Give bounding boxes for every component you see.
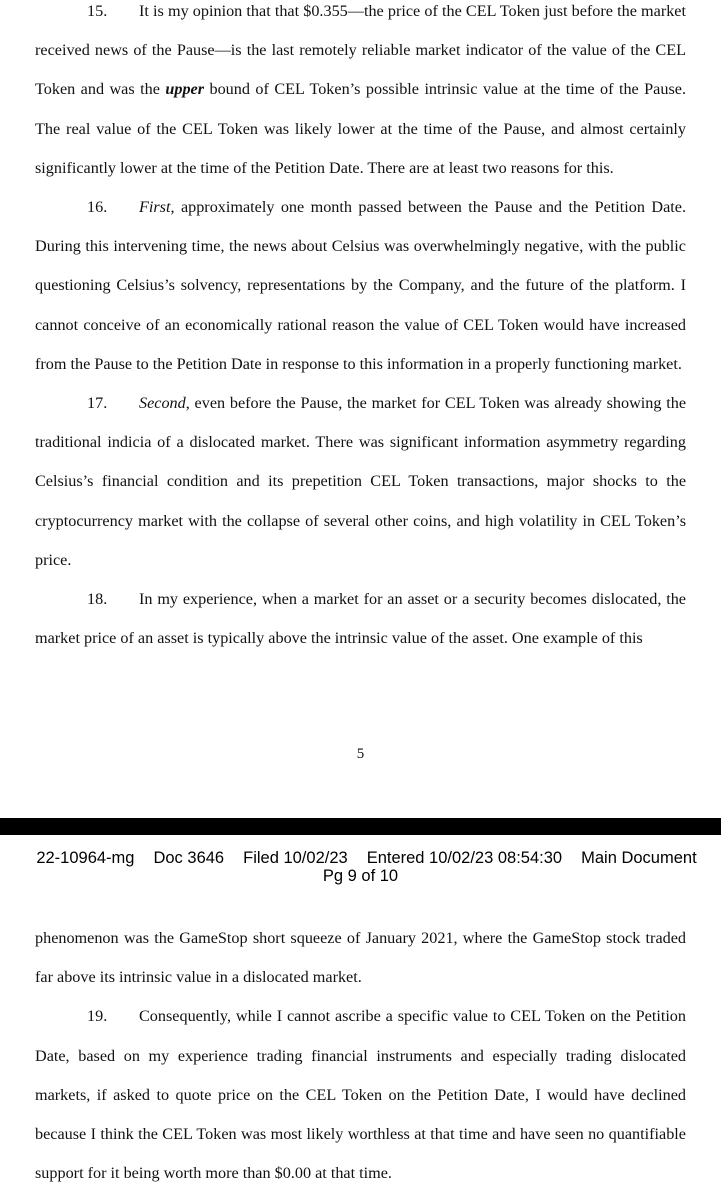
case-number: 22-10964-mg xyxy=(36,849,135,867)
header-line xyxy=(0,849,721,867)
lead-word: First xyxy=(139,198,171,217)
lead-word: Second xyxy=(139,394,186,413)
page-of-line: Pg 9 of 10 xyxy=(322,867,399,885)
paragraph-number: 16. xyxy=(87,198,108,217)
court-filing-header xyxy=(0,849,721,885)
paragraph-18 xyxy=(0,580,721,658)
paragraph-number: 18. xyxy=(87,590,108,609)
entered-date: Entered 10/02/23 08:54:30 xyxy=(366,849,563,867)
emphasis-text: upper xyxy=(165,80,205,99)
filed-date: Filed 10/02/23 xyxy=(243,849,348,867)
page-divider xyxy=(0,818,721,835)
paragraph-text: It is my opinion that that $0.355—the price of the CEL Token just before the market received news of the Pause—is the last remotely reliable market indicator of the value of the CEL Token and was the xyxy=(35,2,686,99)
document-page-lower xyxy=(0,919,721,1200)
paragraph-text: , even before the Pause, the market for CEL Token was already showing the traditional indicia of a dislocated market. There was significant information asymmetry regarding Celsius’s financial condition and its prepetition CEL Token transactions, major shocks to the cryptocurrency market with the collapse of several other coins, and high volatility in CEL Token’s price. xyxy=(35,394,686,569)
paragraph-text: , approximately one month passed between the Pause and the Petition Date. During this intervening time, the news about Celsius was overwhelmingly negative, with the public questioning Celsius’s solvency, representations by the Company, and the future of the platform. I cannot conceive of an economically rational reason the value of CEL Token would have increased from the Pause to the Petition Date in response to this information in a properly functioning market. xyxy=(35,198,686,373)
document-type: Main Document xyxy=(581,849,697,867)
doc-number: Doc 3646 xyxy=(153,849,225,867)
paragraph-16 xyxy=(0,188,721,384)
paragraph-18-continued: phenomenon was the GameStop short squeeze of January 2021, where the GameStop stock traded far above its intrinsic value in a dislocated market. xyxy=(35,929,686,987)
paragraph-number: 15. xyxy=(87,2,108,20)
paragraph-number: 19. xyxy=(87,1007,108,1026)
paragraph-text: Consequently, while I cannot ascribe a specific value to CEL Token on the Petition Date, based on my experience trading financial instruments and especially trading dislocated markets, if asked to quote price on the CEL Token on the Petition Date, I would have declined because I think the CEL Token was most likely worthless at that time and have seen no quantifiable support for it being worth more than $0.00 at that time. xyxy=(35,1007,686,1183)
paragraph-17 xyxy=(0,384,721,580)
page-number: 5 xyxy=(356,746,365,762)
paragraph-text: In my experience, when a market for an asset or a security becomes dislocated, the market price of an asset is typically above the intrinsic value of the asset. One example of this xyxy=(35,590,686,648)
paragraph-15 xyxy=(0,0,721,188)
paragraph-19 xyxy=(0,997,721,1193)
paragraph-number: 17. xyxy=(87,394,108,413)
paragraph-text: bound of CEL Token’s possible intrinsic value at the time of the Pause. The real value of the CEL Token was likely lower at the time of the Pause, and almost certainly significantly lower at the time of the Petition Date. There are at least two reasons for this. xyxy=(35,80,686,177)
